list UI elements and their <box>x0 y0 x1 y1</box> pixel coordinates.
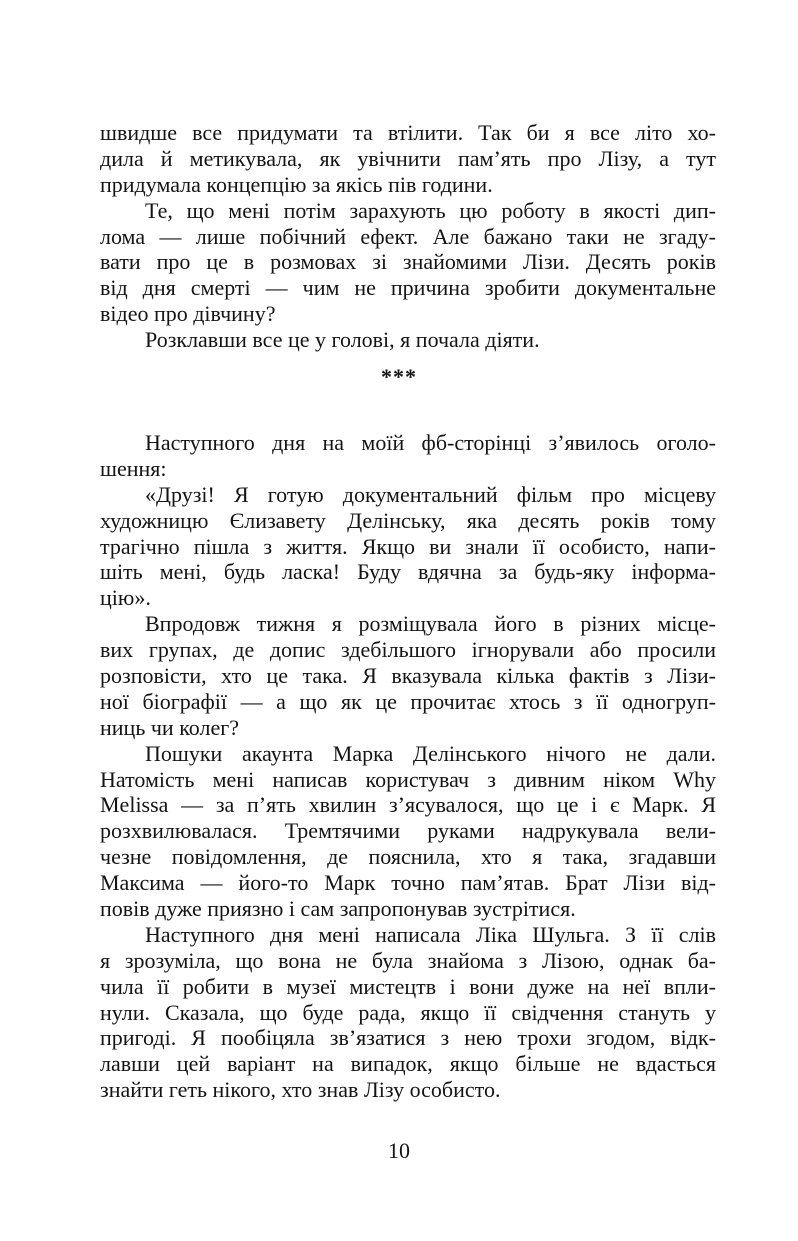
text-line: лавши цей варіант на випадок, якщо більше не вдасться <box>100 1051 716 1077</box>
section-separator: *** <box>381 364 417 389</box>
text-line: Розклавши все це у голові, я почала діяти. <box>145 327 540 353</box>
text-line: дила й метикувала, як увічнити пам’ять про Лізу, а тут <box>100 145 716 171</box>
text-line: розповісти, хто це така. Я вказувала кілька фактів з Лізи- <box>100 663 716 689</box>
text-line: Пошуки акаунта Марка Делінського нічого не дали. <box>145 740 716 766</box>
text-line: повів дуже приязно і сам запропонував зустрітися. <box>100 896 576 922</box>
text-line: нули. Сказала, що буде рада, якщо її свідчення стануть у <box>100 999 716 1025</box>
text-line: швидше все придумати та втілити. Так би я все літо хо- <box>100 120 716 145</box>
text-line: Наступного дня на моїй фб-сторінці з’явилось оголо- <box>145 430 716 455</box>
text-block-top <box>100 120 716 353</box>
text-line: художницю Єлизавету Делінську, яка десять років тому <box>100 507 716 533</box>
text-line: Melissa — за п’ять хвилин з’ясувалося, що це і є Марк. Я <box>100 792 716 818</box>
text-line: шіть мені, будь ласка! Буду вдячна за будь-яку інформа- <box>100 559 716 585</box>
text-line: вих групах, де допис здебільшого ігнорували або просили <box>100 637 716 663</box>
text-line: трагічно пішла з життя. Якщо ви знали її особисто, напи- <box>100 533 716 559</box>
text-line: цію». <box>100 585 151 611</box>
text-line: вати про це в розмовах зі знайомими Лізи. Десять років <box>100 249 716 275</box>
text-line: «Друзі! Я готую документальний фільм про місцеву <box>145 481 716 507</box>
text-line: від дня смерті — чим не причина зробити документальне <box>100 275 716 301</box>
text-line: Наступного дня мені написала Ліка Шульга. З її слів <box>145 921 716 947</box>
text-line: відео про дівчину? <box>100 301 276 327</box>
text-line: Натомість мені написав користувач з дивним ніком Why <box>100 766 716 792</box>
text-line: шення: <box>100 455 167 481</box>
text-line: ниць чи колег? <box>100 714 240 740</box>
text-line: лома — лише побічний ефект. Але бажано таки не згаду- <box>100 223 716 249</box>
paragraph <box>100 611 716 740</box>
text-line: Максима — його-то Марк точно пам’ятав. Брат Лізи від- <box>100 870 716 896</box>
paragraph <box>100 198 716 327</box>
paragraph <box>100 922 716 1103</box>
text-block-main <box>100 430 716 1103</box>
text-line: придумала концепцію за якісь пів години. <box>100 171 493 197</box>
text-line: пригоді. Я пообіцяла зв’язатися з нею трохи згодом, відк- <box>100 1025 716 1051</box>
text-line: чила її робити в музеї мистецтв і вони дуже на неї впли- <box>100 973 716 999</box>
text-line: ної біографії — а що як це прочитає хтось з її одногруп- <box>100 688 716 714</box>
text-line: знайти геть нікого, хто знав Лізу особисто. <box>100 1077 501 1103</box>
paragraph <box>100 327 716 353</box>
text-line: Те, що мені потім зарахують цю роботу в якості дип- <box>145 197 716 223</box>
paragraph <box>100 482 716 611</box>
text-line: я зрозуміла, що вона не була знайома з Лізою, однак ба- <box>100 947 716 973</box>
text-line: чезне повідомлення, де пояснила, хто я така, згадавши <box>100 844 716 870</box>
page-number: 10 <box>388 1138 410 1163</box>
paragraph <box>100 120 716 198</box>
text-line: Впродовж тижня я розміщувала його в різних місце- <box>145 611 716 637</box>
text-line: розхвилювалася. Тремтячими руками надрукувала вели- <box>100 818 716 844</box>
paragraph <box>100 741 716 922</box>
paragraph <box>100 430 716 482</box>
